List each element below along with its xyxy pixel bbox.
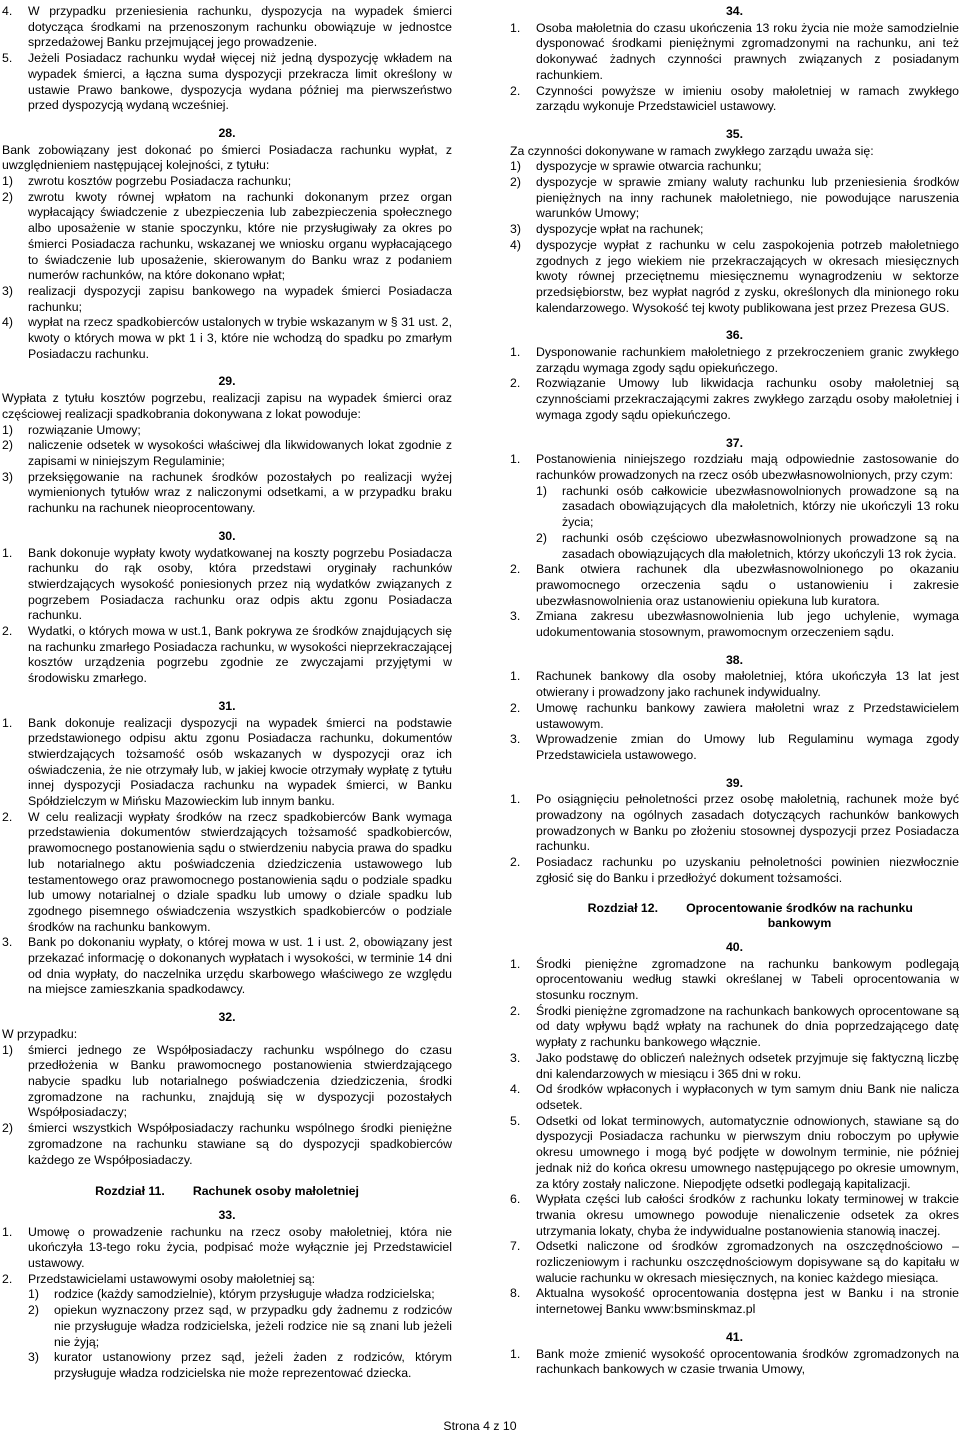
list-item [510, 609, 959, 640]
section-37-list [510, 562, 959, 641]
section-31-list [2, 716, 452, 999]
section-41-list [510, 1347, 959, 1378]
list-item [510, 1082, 959, 1113]
item-number: 2. [510, 376, 521, 391]
list-item [2, 624, 452, 687]
item-text: Środki pieniężne zgromadzone na rachunku bankowym podlegają oprocentowaniu według stawki określanej w Tabeli oprocentowania w stosunku rocznym. [536, 956, 959, 1003]
item-number: 3. [2, 935, 13, 950]
section-35-list [510, 159, 959, 316]
item-number: 1. [510, 345, 521, 360]
item-text: Wypłata części lub całości środków z rachunku lokaty terminowej w trakcie trwania okresu umownego powoduje nienaliczenie odsetek za okres utrzymania lokaty, chyba że indywidualne postanowienia stanowią inaczej. [536, 1192, 959, 1238]
item-number: 8. [510, 1286, 521, 1301]
item-text: śmierci jednego ze Współposiadaczy rachunku wspólnego do czasu przedłożenia w Banku prawomocnego postanowienia stwierdzającego nabycie spadku lub notarialnego poświadczenia dziedziczenia, środki zgromadzone na rachunku, znajdują się w dyspozycji pozostałych Współposiadaczy; [28, 1042, 452, 1120]
item-text: kurator ustanowiony przez sąd, jeżeli żaden z rodziców, którym przysługuje władza rodzicielska nie może reprezentować dziecka. [54, 1350, 452, 1380]
section-36-list [510, 345, 959, 424]
item-number: 6. [510, 1192, 521, 1207]
item-text: wypłat na rzecz spadkobierców ustalonych w trybie wskazanym w § 31 ust. 2, kwoty o których mowa w pkt 1 i 3, które nie wchodzą do spadku po zmarłym Posiadaczu rachunku. [28, 315, 452, 361]
item-text: Po osiągnięciu pełnoletności przez osobę małoletnią, rachunek może być prowadzony na ogólnych zasadach dotyczących rachunków bankowych prowadzonych w Banku po złożeniu stosownej dyspozycji przez Posiadacza rachunku. [536, 792, 959, 854]
list-item [2, 716, 452, 810]
list-item [510, 1286, 959, 1317]
item-number: 1. [510, 20, 521, 35]
item-text: Postanowienia niniejszego rozdziału mają odpowiednie zastosowanie do rachunków prowadzonych na rzecz osób ubezwłasnowolnionych, przy czym: [536, 452, 959, 482]
item-number: 2. [510, 700, 521, 715]
item-text: Aktualna wysokość oprocentowania dostępna jest w Banku i na stronie internetowej Banku www:bsminskmaz.pl [536, 1286, 959, 1317]
item-number: 1) [510, 159, 521, 174]
item-text: Wydatki, o których mowa w ust.1, Bank pokrywa ze środków znajdujących się na rachunku zmarłego Posiadacza rachunku, w wysokości nieprzekraczającej kosztów urządzenia pogrzebu zgodnie ze zwyczajami przyjętymi w środowisku zmarłego. [28, 624, 452, 686]
section-37-sublist [510, 484, 959, 563]
list-item [510, 732, 959, 763]
item-text: Zmiana zakresu ubezwłasnowolnienia lub jego uchylenie, wymaga udokumentowania stosownym, prawomocnym orzeczeniem sądu. [536, 609, 959, 640]
list-item [510, 562, 959, 609]
item-number: 1. [510, 452, 521, 467]
list-item [510, 1051, 959, 1082]
list-item [2, 174, 452, 190]
list-item [510, 669, 959, 700]
item-text: naliczenie odsetek w wysokości właściwej dla likwidowanych lokat zgodnie z zapisami w niniejszym Regulaminie; [28, 438, 452, 468]
item-number: 5. [510, 1113, 521, 1128]
section-28-list [2, 174, 452, 362]
item-text: Środki pieniężne zgromadzone na rachunkach bankowych oprocentowane są od daty wpływu bądź wpłaty na rachunek do dnia poprzedzającego datę wypłaty z rachunku bankowego włącznie. [536, 1003, 959, 1050]
list-item [510, 1114, 959, 1193]
page-number: Strona 4 z 10 [443, 1419, 517, 1433]
item-number: 3. [510, 609, 521, 624]
list-item [2, 546, 452, 625]
item-text: dyspozycje wpłat na rachunek; [536, 222, 704, 237]
right-column [510, 4, 959, 1378]
item-text: W celu realizacji wypłaty środków na rzecz spadkobierców Bank wymaga przedstawienia dokumentów stwierdzających tożsamość spadkobierców, prawomocnego postanowienia sądu o stwierdzeniu nabycia prawa do spadku lub notarialnego aktu poświadczenia dziedziczenia ustawowego lub testamentowego oraz prawomocnego postanowienia sądu o podziale spadku lub umowy notarialnej o dziale spadku lub umowy o dziale spadku lub zgodnego pisemnego oświadczenia wszystkich spadkobierców o podziale środków na rachunku bankowym. [28, 809, 452, 934]
item-text: W przypadku przeniesienia rachunku, dyspozycja na wypadek śmierci dotycząca środkami na przenoszonym rachunku obowiązuje w jednostce sprzedażowej Banku przejmującej jego prowadzenie. [28, 4, 452, 50]
item-number: 1. [2, 545, 13, 560]
chapter-11-title: Rachunek osoby małoletniej [192, 1184, 359, 1199]
list-item [510, 452, 959, 483]
list-item [510, 792, 959, 855]
item-text: zwrotu kwoty równej wpłatom na rachunki dokonanym przez organ wypłacający świadczenie z ubezpieczenia lub zabezpieczenia społecznego albo uposażenie w stanie spoczynku, które nie przysługiwały za okres po śmierci Posiadacza rachunku, wskazanej we wniosku organu wypłacającego to świadczenie lub uposażenie, skierowanym do Banku wraz z podaniem numerów rachunków, na które dokonano wpłat; [28, 189, 452, 283]
section-36-heading: 36. [725, 328, 744, 343]
section-32-list [2, 1043, 452, 1169]
section-30-heading: 30. [218, 528, 236, 543]
list-item [510, 855, 959, 886]
chapter-11-heading [2, 1184, 452, 1200]
section-29-heading: 29. [218, 374, 236, 389]
item-number: 2. [2, 624, 13, 639]
item-number: 2) [510, 175, 521, 190]
item-number: 7. [510, 1239, 521, 1254]
item-text: Bank dokonuje realizacji dyspozycji na wypadek śmierci na podstawie przedstawionego odpisu aktu zgonu Posiadacza rachunku, dokumentów stwierdzających tożsamość osób wskazanych w dyspozycji oraz ich oświadczenia, że nie otrzymały lub, w jakiej kwocie otrzymały wypłatę z tytułu innej dyspozycji Posiadacza rachunku na wypadek śmierci, w Banku Spółdzielczym w Mińsku Mazowieckim lub innym banku. [28, 715, 452, 809]
item-number: 2) [2, 1121, 13, 1136]
item-number: 4. [510, 1082, 521, 1097]
list-item [2, 190, 452, 284]
item-number: 1. [2, 715, 13, 730]
section-33-heading: 33. [218, 1207, 236, 1222]
item-text: Osoba małoletnia do czasu ukończenia 13 roku życia nie może samodzielnie dysponować środkami pieniężnymi zgromadzonymi na rachunku, ani też dokonywać żadnych czynności prawnych związanych z posiadanym rachunkiem. [536, 20, 959, 82]
list-item [2, 1303, 452, 1350]
list-item [510, 701, 959, 732]
item-number: 2) [2, 189, 13, 204]
list-item [510, 484, 959, 531]
item-text: Bank po dokonaniu wypłaty, o której mowa w ust. 1 i ust. 2, obowiązany jest przekazać informację o dokonanych wypłatach i wysokości, w terminie 14 dni od dnia wypłaty, do naczelnika urzędu skarbowego właściwego ze względu na miejsce zamieszkania spadkodawcy. [28, 935, 452, 997]
list-item [510, 21, 959, 84]
item-text: przeksięgowanie na rachunek środków pozostałych po realizacji wyżej wymienionych tytułów wraz z naliczonymi odsetkami, a w przypadku braku rachunku na rachunek nieoprocentowany. [28, 469, 452, 516]
list-item [510, 1192, 959, 1239]
item-number: 1. [510, 669, 521, 684]
list-item [2, 1121, 452, 1168]
section-31-heading: 31. [218, 698, 236, 713]
item-number: 1. [2, 1224, 13, 1239]
list-item [2, 51, 452, 114]
section-35-lead: Za czynności dokonywane w ramach zwykłego zarządu uważa się: [510, 143, 874, 158]
item-number: 2) [2, 438, 13, 453]
section-40-heading: 40. [725, 939, 744, 954]
item-text: Posiadacz rachunku po uzyskaniu pełnoletności powinien niezwłocznie zgłosić się do Banku i przedłożyć dokument tożsamości. [536, 855, 959, 885]
item-number: 3) [28, 1350, 39, 1365]
chapter-11-number: Rozdział 11. [95, 1184, 165, 1199]
item-text: Rozwiązanie Umowy lub likwidacja rachunku osoby małoletniej są czynnościami przekraczającymi zakres zwykłego zarządu osoby małoletniej i wymaga zgody sądu opiekuńczego. [536, 376, 959, 422]
item-text: opiekun wyznaczony przez sąd, w przypadku gdy żadnemu z rodziców nie przysługuje władza rodzicielska, jeżeli rodzice nie są znani lub jeżeli nie żyją; [54, 1303, 452, 1349]
section-33-sublist [2, 1287, 452, 1381]
section-34-list [510, 21, 959, 115]
section-39-list [510, 792, 959, 886]
item-text: Odsetki od lokat terminowych, automatycznie odnowionych, stawiane są do dyspozycji Posiadacza rachunku w pierwszym dniu roboczym po upływie okresu umownego i mogą być podjęte w dowolnym terminie, nie później jednak niż do końca okresu umownego następującego po okresie umownym, za który zostały naliczone. Niepodjęte odsetki podlegają kapitalizacji. [536, 1113, 959, 1191]
item-number: 2. [510, 855, 521, 870]
item-text: rachunki osób częściowo ubezwłasnowolnionych prowadzone są na zasadach obowiązujących dla małoletnich, którzy ukończyli 13 rok życia. [562, 530, 959, 561]
item-number: 1) [28, 1287, 39, 1302]
list-item [2, 470, 452, 517]
item-number: 3. [510, 1050, 521, 1065]
item-number: 2. [2, 809, 13, 824]
list-item [2, 4, 452, 51]
item-text: Czynności powyższe w imieniu osoby małoletniej w ramach zwykłego zarządu wykonuje Przedstawiciel ustawowy. [536, 83, 959, 114]
section-33-list [2, 1225, 452, 1288]
list-item [510, 1004, 959, 1051]
item-number: 3. [510, 732, 521, 747]
section-41-heading: 41. [725, 1329, 744, 1344]
list-item [510, 84, 959, 115]
section-32-heading: 32. [218, 1010, 236, 1025]
section-29-lead: Wypłata z tytułu kosztów pogrzebu, realizacji zapisu na wypadek śmierci oraz częściowej realizacji spadkobrania dokonywana z lokat powoduje: [2, 391, 452, 421]
item-number: 1. [510, 1346, 521, 1361]
list-item [2, 1272, 452, 1288]
list-item [510, 159, 959, 175]
section-34-heading: 34. [725, 4, 744, 18]
item-number: 5. [2, 51, 13, 66]
list-item [2, 935, 452, 998]
item-text: Rachunek bankowy dla osoby małoletniej, która ukończyła 13 lat jest otwierany i prowadzony jako rachunek indywidualny. [536, 669, 959, 700]
section-30-list [2, 546, 452, 687]
section-28-lead: Bank zobowiązany jest dokonać po śmierci Posiadacza rachunku wypłat, z uwzględnieniem następującej kolejności, z tytułu: [2, 142, 452, 173]
item-number: 2. [510, 562, 521, 577]
list-item [510, 345, 959, 376]
item-text: Jeżeli Posiadacz rachunku wydał więcej niż jedną dyspozycję wkładem na wypadek śmierci, a łączna suma dyspozycji przekracza limit określony w ustawie Prawo bankowe, dyspozycja wydana później ma pierwszeństwo przed dyspozycją wydaną wcześniej. [28, 51, 452, 113]
list-item [2, 1350, 452, 1381]
item-text: śmierci wszystkich Współposiadaczy rachunku wspólnego środki pieniężne zgromadzone na rachunku stawiane są do dyspozycji spadkobierców każdego ze Współposiadaczy. [28, 1121, 452, 1167]
item-number: 1. [510, 956, 521, 971]
list-item [2, 810, 452, 936]
list-item [2, 284, 452, 315]
list-item [2, 1043, 452, 1122]
item-text: dyspozycje wypłat z rachunku w celu zaspokojenia potrzeb małoletniego zgodnych z jego wiekiem nie przekraczających w okresach miesięcznych kwoty równej przeciętnemu miesięcznemu wynagrodzeniu w sektorze przedsiębiorstw, bez wypłat nagród z zysku, określonych dla minionego roku kalendarzowego. Wysokość tej kwoty publikowana jest przez Prezesa GUS. [536, 237, 959, 315]
chapter-12-number: Rozdział 12. [587, 900, 658, 915]
section-29-list [2, 423, 452, 517]
list-item [510, 238, 959, 317]
section-40-list [510, 957, 959, 1318]
list-item [510, 376, 959, 423]
list-item [510, 957, 959, 1004]
item-number: 3) [510, 222, 521, 237]
item-text: rodzice (każdy samodzielnie), którym przysługuje władza rodzicielska; [54, 1287, 435, 1302]
list-item [510, 1239, 959, 1286]
section-39-heading: 39. [725, 775, 744, 790]
section-37-heading: 37. [725, 435, 744, 450]
item-text: Wprowadzenie zmian do Umowy lub Regulaminu wymaga zgody Przedstawiciela ustawowego. [536, 732, 959, 762]
item-number: 1) [2, 1042, 13, 1057]
item-text: rachunki osób całkowicie ubezwłasnowolnionych prowadzone są na zasadach obowiązujących dla małoletnich, którzy nie ukończyli 13 roku życia; [562, 483, 959, 530]
list-item [2, 438, 452, 469]
item-number: 3) [2, 469, 13, 484]
item-number: 2. [510, 1003, 521, 1018]
item-text: zwrotu kosztów pogrzebu Posiadacza rachunku; [28, 174, 292, 189]
list-item [2, 423, 452, 439]
list-item [510, 1347, 959, 1378]
item-number: 4. [2, 4, 13, 18]
item-text: dyspozycje w sprawie otwarcia rachunku; [536, 159, 762, 174]
chapter-12-title: Oprocentowanie środków na rachunku bankowym [686, 900, 913, 931]
item-text: Odsetki naliczone od środków zgromadzonych na oszczędnościowo – rozliczeniowym i rachunku oszczędnościowym dopisywane są do kapitału w walucie rachunku w okresach miesięcznych, na koniec każdego miesiąca. [536, 1239, 959, 1285]
item-number: 3) [2, 283, 13, 298]
item-number: 1. [510, 792, 521, 807]
list-item [510, 222, 959, 238]
section-35-heading: 35. [725, 126, 744, 141]
list-item [2, 1225, 452, 1272]
list-item [510, 531, 959, 562]
item-text: Bank otwiera rachunek dla ubezwłasnowolnionego po okazaniu prawomocnego orzeczenia sądu o ustanowieniu i zakresie ubezwłasnowolnienia oraz ustanowieniu opiekuna lub kuratora. [536, 562, 959, 608]
section-38-list [510, 669, 959, 763]
item-number: 4) [510, 237, 521, 252]
item-text: Od środków wpłaconych i wypłaconych w tym samym dniu Bank nie nalicza odsetek. [536, 1082, 959, 1112]
section-38-heading: 38. [725, 652, 744, 667]
item-number: 4) [2, 315, 13, 330]
item-number: 1) [2, 174, 13, 189]
chapter-12-heading [510, 901, 959, 932]
item-text: Bank może zmienić wysokość oprocentowania środków zgromadzonych na rachunkach bankowych w czasie trwania Umowy, [536, 1346, 959, 1377]
left-column [2, 4, 452, 1382]
list-item [2, 315, 452, 362]
item-text: Umowę o prowadzenie rachunku na rzecz osoby małoletniej, która nie ukończyła 13-tego roku życia, podpisać może wyłącznie jej Przedstawiciel ustawowy. [28, 1224, 452, 1271]
item-number: 2. [2, 1271, 13, 1286]
item-text: Umowę rachunku bankowy zawiera małoletni wraz z Przedstawicielem ustawowym. [536, 700, 959, 731]
item-number: 1) [536, 483, 547, 498]
section-32-lead: W przypadku: [2, 1026, 78, 1041]
item-text: Przedstawicielami ustawowymi osoby małoletniej są: [28, 1271, 316, 1286]
item-number: 2) [28, 1303, 39, 1318]
item-text: Jako podstawę do obliczeń należnych odsetek przyjmuje się faktyczną liczbę dni kalendarzowych w miesiącu i 365 dni w roku. [536, 1050, 959, 1081]
item-text: Bank dokonuje wypłaty kwoty wydatkowanej na koszty pogrzebu Posiadacza rachunku do rąk osoby, która przedstawi oryginały rachunków stwierdzających wysokość poniesionych przez nią wydatków związanych z pogrzebem Posiadacza rachunku oraz odpis aktu zgonu Posiadacza rachunku. [28, 545, 452, 623]
item-text: dyspozycje w sprawie zmiany waluty rachunku lub przeniesienia środków pieniężnych na inny rachunek małoletniego, nie powodujące naruszenia warunków Umowy; [536, 175, 959, 221]
list-item [510, 175, 959, 222]
item-number: 2) [536, 530, 547, 545]
section-28-heading: 28. [218, 125, 236, 140]
intro-list [2, 4, 452, 114]
list-item [2, 1287, 452, 1303]
item-text: realizacji dyspozycji zapisu bankowego na wypadek śmierci Posiadacza rachunku; [28, 283, 452, 314]
item-text: rozwiązanie Umowy; [28, 422, 141, 437]
item-number: 1) [2, 422, 13, 437]
item-number: 2. [510, 83, 521, 98]
item-text: Dysponowanie rachunkiem małoletniego z przekroczeniem granic zwykłego zarządu wymaga zgody sądu opiekuńczego. [536, 345, 959, 375]
